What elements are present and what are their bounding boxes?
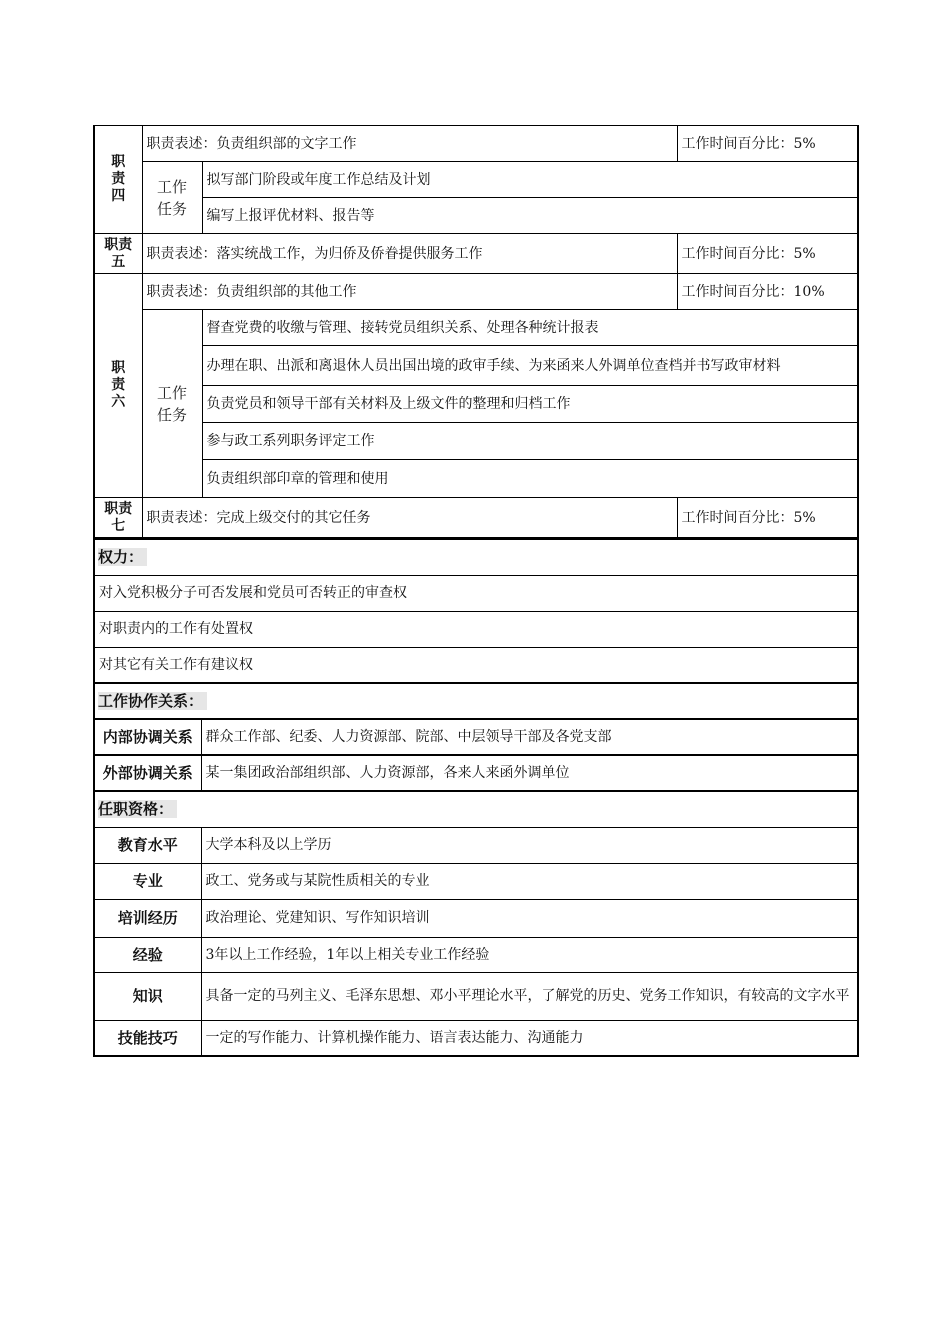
duty-7-time-percent: 工作时间百分比：5% (677, 498, 858, 538)
qualification-label-skills: 技能技巧 (94, 1020, 201, 1056)
duty-6-task-3: 负责党员和领导干部有关材料及上级文件的整理和归档工作 (202, 386, 858, 423)
qualifications-section-title: 任职资格： (94, 791, 858, 827)
duty-4-task-1: 拟写部门阶段或年度工作总结及计划 (202, 162, 858, 198)
power-item-2: 对职责内的工作有处置权 (94, 611, 858, 647)
relations-section-title: 工作协作关系： (94, 683, 858, 719)
qualification-value-major: 政工、党务或与某院性质相关的专业 (201, 863, 858, 899)
duty-6-task-5: 负责组织部印章的管理和使用 (202, 460, 858, 498)
qualification-value-experience: 3年以上工作经验，1年以上相关专业工作经验 (201, 937, 858, 972)
duty-7-description: 职责表述：完成上级交付的其它任务 (142, 498, 677, 538)
duty-5-description: 职责表述：落实统战工作，为归侨及侨眷提供服务工作 (142, 234, 677, 274)
duties-table (93, 125, 859, 538)
qualification-label-experience: 经验 (94, 937, 201, 972)
qualification-label-training: 培训经历 (94, 899, 201, 937)
qualification-value-knowledge: 具备一定的马列主义、毛泽东思想、邓小平理论水平，了解党的历史、党务工作知识，有较高的文字水平 (201, 972, 858, 1020)
power-relations-qualifications-table (93, 538, 859, 1057)
duty-5-label: 职责 五 (94, 234, 142, 274)
duty-4-label: 职 责 四 (94, 126, 142, 234)
duty-6-task-1: 督查党费的收缴与管理、接转党员组织关系、处理各种统计报表 (202, 310, 858, 346)
external-relations-label: 外部协调关系 (94, 755, 201, 791)
duty-6-time-percent: 工作时间百分比：10% (677, 274, 858, 310)
duty-5-time-percent: 工作时间百分比：5% (677, 234, 858, 274)
internal-relations-value: 群众工作部、纪委、人力资源部、院部、中层领导干部及各党支部 (201, 719, 858, 755)
duty-6-description: 职责表述：负责组织部的其他工作 (142, 274, 677, 310)
duty-6-task-label: 工作 任务 (142, 310, 202, 498)
duty-7-label: 职责 七 (94, 498, 142, 538)
duty-6-task-2: 办理在职、出派和离退休人员出国出境的政审手续、为来函来人外调单位查档并书写政审材料 (202, 346, 858, 386)
duty-4-time-percent: 工作时间百分比：5% (677, 126, 858, 162)
job-description-document (93, 125, 857, 1057)
duty-4-description: 职责表述：负责组织部的文字工作 (142, 126, 677, 162)
qualification-value-training: 政治理论、党建知识、写作知识培训 (201, 899, 858, 937)
duty-4-task-2: 编写上报评优材料、报告等 (202, 198, 858, 234)
duty-6-label: 职 责 六 (94, 274, 142, 498)
external-relations-value: 某一集团政治部组织部、人力资源部，各来人来函外调单位 (201, 755, 858, 791)
qualification-label-major: 专业 (94, 863, 201, 899)
duty-4-task-label: 工作 任务 (142, 162, 202, 234)
qualification-value-skills: 一定的写作能力、计算机操作能力、语言表达能力、沟通能力 (201, 1020, 858, 1056)
power-item-1: 对入党积极分子可否发展和党员可否转正的审查权 (94, 575, 858, 611)
qualification-label-knowledge: 知识 (94, 972, 201, 1020)
power-section-title: 权力： (94, 539, 858, 575)
internal-relations-label: 内部协调关系 (94, 719, 201, 755)
power-item-3: 对其它有关工作有建议权 (94, 647, 858, 683)
qualification-value-education: 大学本科及以上学历 (201, 827, 858, 863)
duty-6-task-4: 参与政工系列职务评定工作 (202, 423, 858, 460)
qualification-label-education: 教育水平 (94, 827, 201, 863)
